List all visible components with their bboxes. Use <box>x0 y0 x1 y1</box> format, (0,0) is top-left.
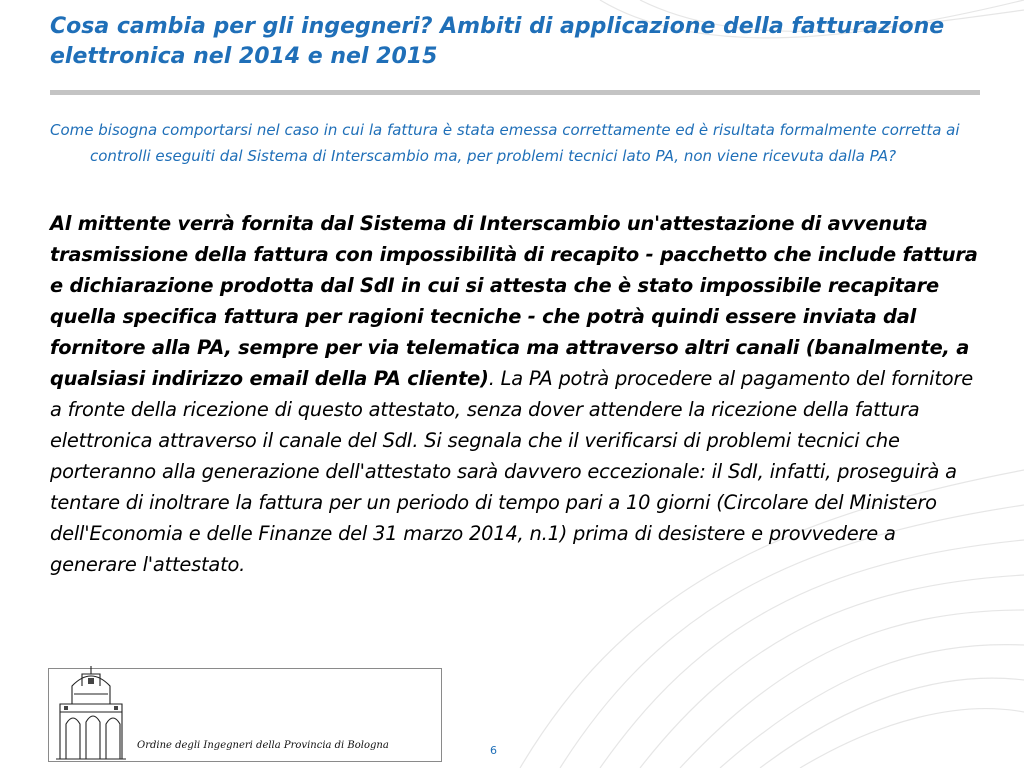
title-divider <box>50 90 980 95</box>
answer-regular-text: . La PA potrà procedere al pagamento del fornitore a fronte della ricezione di questo attestato, senza dover attendere la ricezione della fattura elettronica attraverso il canale del SdI. Si segnala che il verificarsi di problemi tecnici che porteranno alla generazione dell'attestato sarà davvero eccezionale: il SdI, infatti, proseguirà a tentare di inoltrare la fattura per un periodo di tempo pari a 10 giorni (Circolare del Ministero dell'Economia e delle Finanze del 31 marzo 2014, n.1) prima di desistere e provvedere a generare l'attestato. <box>50 367 973 576</box>
question-text: Come bisogna comportarsi nel caso in cui la fattura è stata emessa correttamente ed è risultata formalmente corretta ai controlli eseguiti dal Sistema di Interscambio ma, per problemi tecnici lato PA, non viene ricevuta dalla PA? <box>50 121 960 165</box>
page-number: 6 <box>490 744 497 757</box>
answer-bold-text: Al mittente verrà fornita dal Sistema di Interscambio un'attestazione di avvenuta trasmissione della fattura con impossibilità di recapito - pacchetto che include fattura e dichiarazione prodotta dal SdI in cui si attesta che è stato impossibile recapitare quella specifica fattura per ragioni tecniche - che potrà quindi essere inviata dal fornitore alla PA, sempre per via telematica ma attraverso altri canali (banalmente, a qualsiasi indirizzo email della PA cliente) <box>50 212 978 390</box>
answer-paragraph <box>50 208 980 580</box>
slide-title: Cosa cambia per gli ingegneri? Ambiti di applicazione della fatturazione elettronica nel 2014 e nel 2015 <box>50 14 945 69</box>
building-logo-icon <box>52 664 130 762</box>
logo-caption: Ordine degli Ingegneri della Provincia di Bologna <box>137 740 389 751</box>
